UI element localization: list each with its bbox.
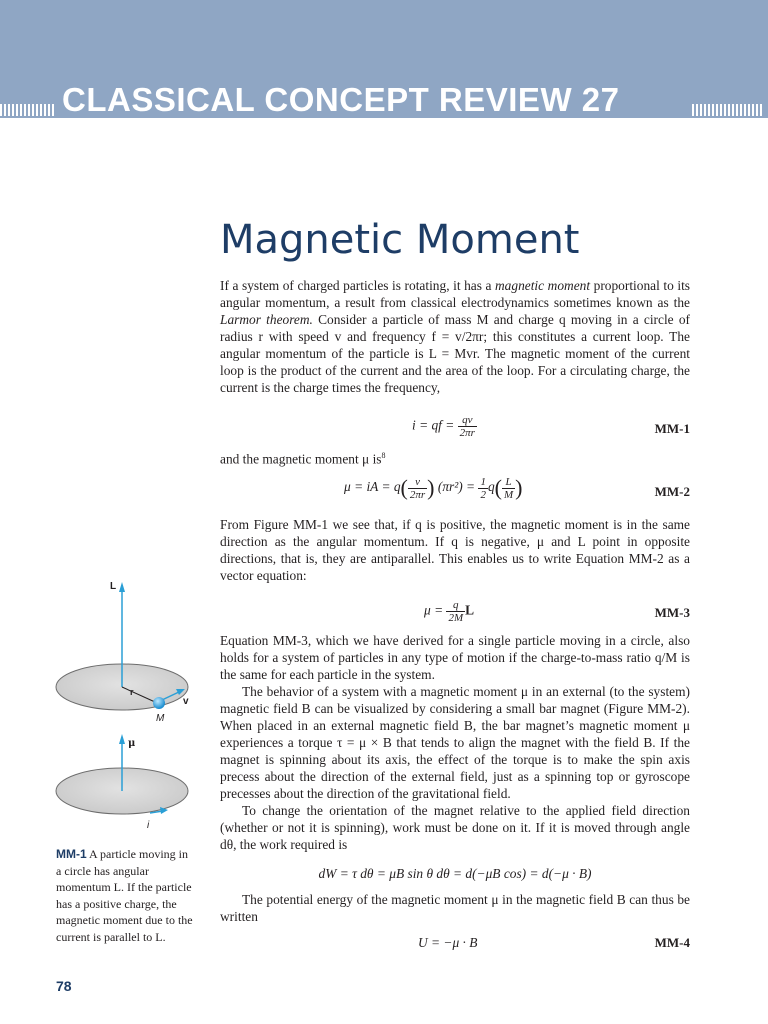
- banner-title: CLASSICAL CONCEPT REVIEW 27: [62, 81, 620, 118]
- p7-text: The potential energy of the magnetic moment μ in the magnetic field B can thus be written: [220, 892, 690, 924]
- caption-tag: MM-1: [56, 847, 87, 861]
- p4-text: Equation MM-3, which we have derived for a single particle moving in a circle, also holds for a system of particles in any type of motion if the charge-to-mass ratio q/M is the same for each particle in the system.: [220, 633, 690, 682]
- caption-text: A particle moving in a circle has angular momentum L. If the particle has a positive charge, the magnetic moment due to the current is parallel to L.: [56, 847, 193, 944]
- p6-text: To change the orientation of the magnet relative to the applied field direction (whether or not it is spinning), work must be done on it. If it is moved through angle dθ, the work required is: [220, 803, 690, 852]
- eq1-lhs: i = qf =: [412, 417, 458, 433]
- p3-text: From Figure MM-1 we see that, if q is positive, the magnetic moment is in the same direction as the angular momentum. If q is negative, μ and L point in opposite directions, that is, they are antiparallel. This enables us to write Equation MM-2 as a vector equation:: [220, 517, 690, 583]
- footnote-marker: 8: [381, 451, 386, 460]
- eq1-label: MM-1: [654, 421, 690, 436]
- label-i: i: [147, 820, 150, 831]
- banner-tick-decoration-left: [0, 104, 54, 116]
- eq3-label: MM-3: [654, 605, 690, 620]
- paragraph-direction: [220, 516, 690, 584]
- paragraph-potential-energy: [220, 891, 690, 925]
- eq1-fraction: $\frac{qv}{2\pi r}$: [459, 414, 475, 439]
- p1-text-c: Consider a particle of mass M and charge q moving in a circle of radius r with speed v and frequency f = v/2πr; this constitutes a current loop. The angular momentum of the particle is L = Mvr. The magnetic moment of the current loop is the product of the current and the area of the loop. For a circulating charge, the current is the charge times the frequency,: [220, 312, 690, 395]
- article-title: Magnetic Moment: [220, 216, 580, 263]
- eq2-part-a: μ = iA = q: [344, 479, 401, 495]
- eq3-rhs: L: [465, 602, 475, 618]
- eq4-text: dW = τ dθ = μB sin θ dθ = d(−μB cos) = d(−μ · B): [318, 866, 592, 881]
- header-banner: [0, 0, 768, 118]
- particle-ball: [153, 697, 165, 709]
- paragraph-body-main: [220, 632, 690, 853]
- p5-text: The behavior of a system with a magnetic moment μ in an external (to the system) magnetic field B can be visualized by considering a small bar magnet (Figure MM-2). When placed in an external magnetic field B, the bar magnet’s magnetic moment μ experiences a torque τ = μ × B that tends to align the magnet with the field B. If the magnet is spinning about its axis, the effect of the torque is to make the spin axis precess about the direction of the external field, just as a spinning top or gyroscope precesses about the direction of the gravitational field.: [220, 684, 690, 801]
- figure-caption: [56, 846, 194, 945]
- label-M: M: [156, 713, 165, 724]
- banner-tick-decoration-right: [692, 104, 762, 116]
- p1-text-b: proportional to its angular momentum, a result from classical electrodynamics sometimes known as the: [220, 278, 690, 310]
- p2-text: and the magnetic moment μ is: [220, 451, 382, 467]
- p1-text-a: If a system of charged particles is rotating, it has a: [220, 278, 496, 293]
- label-r: r: [130, 687, 134, 697]
- label-mu: μ: [128, 738, 136, 749]
- paragraph-moment-intro: [220, 447, 690, 467]
- p1-emphasis-magnetic-moment: magnetic moment: [495, 278, 591, 293]
- eq3-lhs: μ =: [424, 602, 447, 618]
- label-L: L: [110, 581, 117, 592]
- p1-emphasis-larmor: Larmor theorem.: [220, 312, 313, 327]
- eq5-text: U = −μ · B: [418, 935, 478, 950]
- eq2-part-b: (πr²) =: [437, 479, 479, 495]
- page-number: 78: [56, 978, 72, 994]
- figure-mm-1-diagram: [0, 570, 215, 845]
- paragraph-intro: [220, 277, 690, 396]
- eq2-label: MM-2: [654, 484, 690, 499]
- equation-work: [220, 866, 690, 882]
- label-v: v: [183, 696, 189, 707]
- eq5-label: MM-4: [654, 935, 690, 950]
